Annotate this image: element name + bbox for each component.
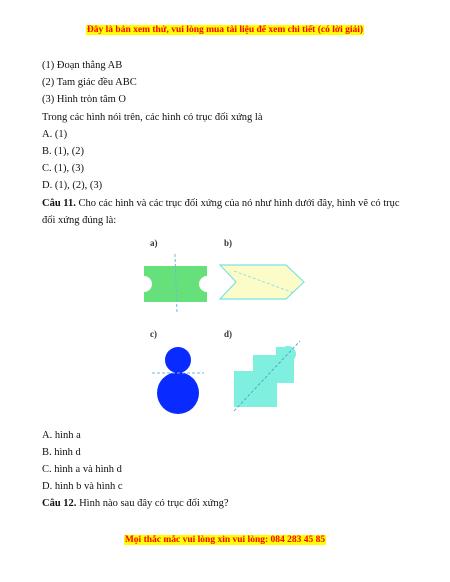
shape-c-large-circle [157,372,199,414]
symmetry-figure-svg [122,233,322,423]
contact-banner-text: Mọi thắc mắc vui lòng xin vui lòng: 084 283 45 85 [124,535,326,545]
label-c: c) [150,328,157,339]
preview-banner-text: Đây là bản xem thử, vui lòng mua tài liệu để xem chi tiết (có lời giải) [86,25,364,35]
shape-c-small-circle [165,347,191,373]
preview-banner [0,25,450,35]
label-d: d) [224,328,233,339]
answer-choice: D. (1), (2), (3) [42,180,103,192]
contact-banner [0,535,450,545]
answer-choice: B. (1), (2) [42,145,84,157]
answer-choice: B. hình d [42,446,81,458]
question-12-number: Câu 12. [42,498,77,510]
option-line: (3) Hình tròn tâm O [42,94,126,106]
document-body [42,57,412,512]
symmetry-figure [42,233,412,423]
label-a: a) [150,237,158,248]
question-11-text: Cho các hình và các trục đối xứng của nó như hình dưới đây, hình vẽ có trục đối xứng đúng là: [42,197,400,226]
shape-b-chevron [220,265,304,299]
option-line: (2) Tam giác đều ABC [42,77,137,89]
answer-choice: A. hình a [42,429,81,441]
answer-choice: C. (1), (3) [42,163,84,175]
question-11-number: Câu 11. [42,197,76,209]
option-line: (1) Đoạn thẳng AB [42,60,123,71]
answer-choice: D. hình b và hình c [42,481,123,493]
label-b: b) [224,237,233,248]
question-prompt: Trong các hình nói trên, các hình có trục đối xứng là [42,111,263,123]
question-11 [42,195,412,229]
question-12-text: Hình nào sau đây có trục đối xứng? [76,498,229,510]
question-12 [42,495,412,512]
answer-choice: A. (1) [42,128,68,140]
answer-choice: C. hình a và hình d [42,463,122,475]
